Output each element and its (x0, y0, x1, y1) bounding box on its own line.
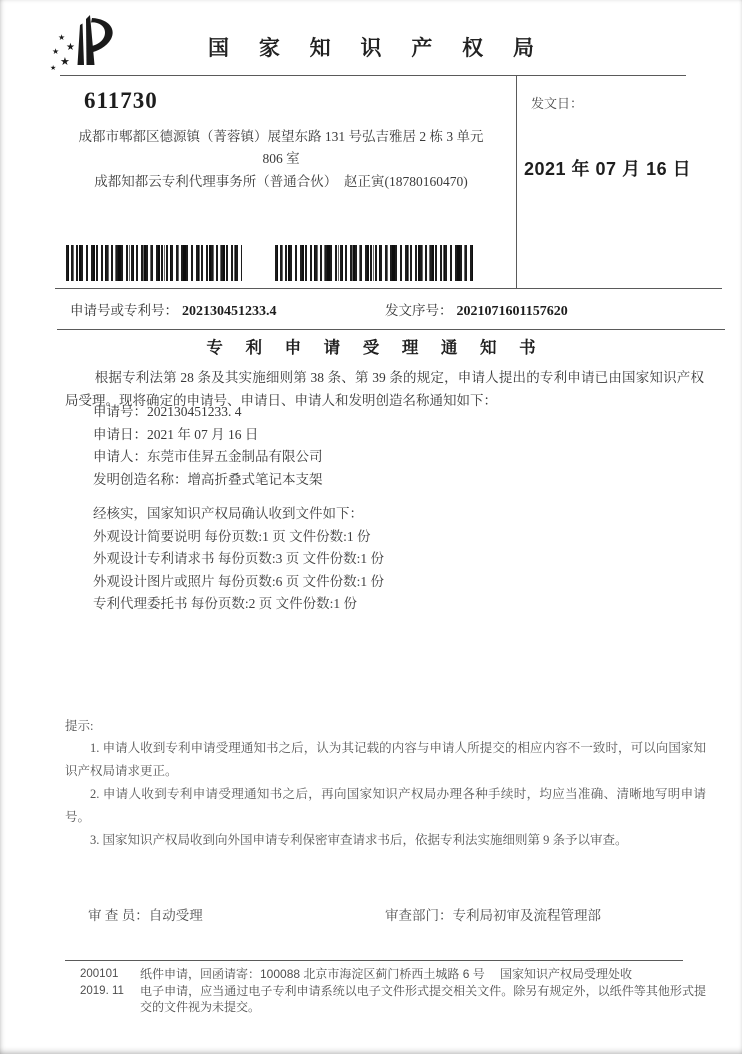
application-number-row (70, 299, 277, 320)
serial-number-row (385, 299, 568, 320)
examiner-row (88, 904, 203, 924)
tip-item-1: 1. 申请人收到专利申请受理通知书之后，认为其记载的内容与申请人所提交的相应内容不一致时，可以向国家知识产权局请求更正。 (65, 741, 706, 778)
tips-label: 提示: (65, 719, 94, 733)
barcode-left (66, 245, 242, 281)
recipient-address (62, 126, 500, 170)
received-doc-item: 外观设计图片或照片 每份页数:6 页 文件份数:1 份 (93, 573, 385, 589)
footer-electronic-instruction: 电子申请，应当通过电子专利申请系统以电子文件形式提交相关文件。除另有规定外，以纸件等其他形式提交的文件视为未提交。 (140, 983, 706, 1014)
received-documents-block (93, 503, 693, 616)
footer-instructions (140, 966, 706, 1016)
header-vertical-line (516, 75, 517, 288)
received-doc-item: 外观设计简要说明 每份页数:1 页 文件份数:1 份 (93, 528, 371, 544)
agent-line: 成都知都云专利代理事务所（普通合伙） 赵正寅(18780160470) (94, 174, 468, 189)
svg-text:★: ★ (66, 42, 75, 53)
issue-date-label: 发文日： (531, 96, 584, 111)
field-application-number: 申请号：202130451233. 4 (93, 404, 242, 419)
svg-text:★: ★ (60, 55, 70, 68)
field-applicant: 申请人：东莞市佳昇五金制品有限公司 (93, 449, 323, 464)
header-divider-line (60, 75, 686, 76)
notice-intro-paragraph: 根据专利法第 28 条及其实施细则第 38 条、第 39 条的规定，申请人提出的专利申请已由国家知识产权局受理。现将确定的申请号、申请日、申请人和发明创造名称通知如下： (65, 370, 704, 408)
address-line-2: 806 室 (262, 151, 300, 166)
notice-title: 专 利 申 请 受 理 通 知 书 (206, 339, 545, 357)
svg-text:★: ★ (52, 47, 60, 56)
received-intro: 经核实，国家知识产权局确认收到文件如下： (93, 506, 363, 521)
footer-paper-instruction: 纸件申请，回函请寄：100088 北京市海淀区蓟门桥西土城路 6 号 国家知识产权局受理处收 (140, 967, 633, 981)
department-row (385, 904, 601, 924)
footer-form-date: 2019. 11 (80, 984, 124, 997)
serial-number-value: 2021071601157620 (456, 304, 568, 319)
tips-list (65, 737, 706, 852)
serial-number-label: 发文序号： (385, 303, 453, 318)
tip-item-3: 3. 国家知识产权局收到向外国申请专利保密审查请求书后，依据专利法实施细则第 9 条予以审查。 (90, 833, 628, 847)
footer-form-codes (80, 966, 124, 999)
postal-code: 611730 (84, 88, 158, 113)
footer-form-code: 200101 (80, 968, 119, 980)
barcode-right (275, 245, 475, 281)
examiner-label: 审 查 员： (88, 908, 149, 923)
footer-divider-line (65, 960, 683, 961)
tip-item-2: 2. 申请人收到专利申请受理通知书之后，再向国家知识产权局办理各种手续时，均应当准确、清晰地写明申请号。 (65, 787, 706, 824)
meta-top-divider-line (55, 288, 722, 289)
svg-text:★: ★ (58, 33, 66, 42)
examiner-value: 自动受理 (148, 908, 203, 923)
application-number-label: 申请号或专利号： (70, 303, 178, 318)
field-application-date: 申请日：2021 年 07 月 16 日 (93, 426, 259, 442)
received-doc-item: 专利代理委托书 每份页数:2 页 文件份数:1 份 (93, 596, 358, 611)
application-number-value: 202130451233.4 (182, 304, 277, 319)
agency-title: 国 家 知 识 产 权 局 (207, 37, 546, 60)
department-value: 专利局初审及流程管理部 (452, 908, 601, 923)
application-field-list (93, 401, 693, 491)
address-line-1: 成都市郫都区德源镇（菁蓉镇）展望东路 131 号弘吉雅居 2 栋 3 单元 (78, 129, 484, 144)
field-invention-title: 发明创造名称：增高折叠式笔记本支架 (93, 471, 323, 487)
svg-text:★: ★ (50, 64, 57, 72)
received-doc-item: 外观设计专利请求书 每份页数:3 页 文件份数:1 份 (93, 551, 385, 566)
issue-date-value: 2021 年 07 月 16 日 (524, 159, 692, 179)
meta-bottom-divider-line (57, 329, 725, 330)
department-label: 审查部门： (385, 908, 453, 923)
